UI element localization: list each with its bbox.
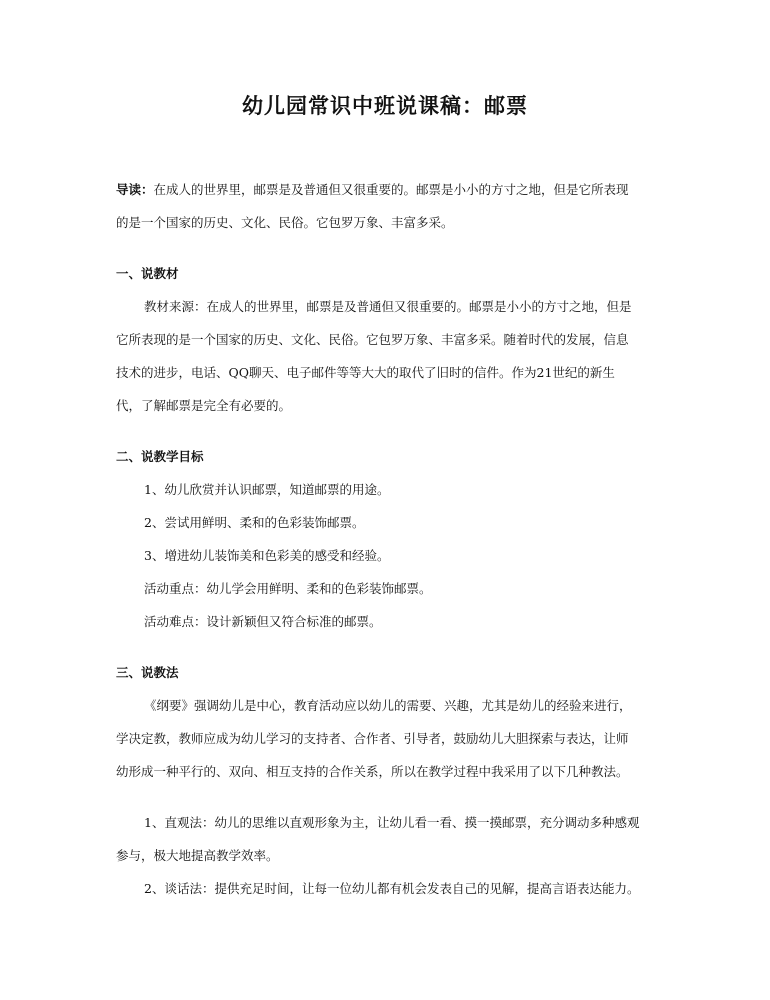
objective-item: 1、幼儿欣赏并认识邮票，知道邮票的用途。: [144, 482, 390, 497]
paragraph-line: 《纲要》强调幼儿是中心，教育活动应以幼儿的需要、兴趣，尤其是幼儿的经验来进行，: [144, 698, 632, 713]
section-heading-objectives: 二、说教学目标: [116, 449, 204, 464]
paragraph-line: 它所表现的是一个国家的历史、文化、民俗。它包罗万象、丰富多采。随着时代的发展，信息: [116, 332, 629, 347]
objective-item: 3、增进幼儿装饰美和色彩美的感受和经验。: [144, 548, 390, 563]
method-item: 2、谈话法：提供充足时间，让每一位幼儿都有机会发表自己的见解，提高言语表达能力。: [144, 881, 640, 896]
intro-label: 导读：: [116, 182, 154, 197]
difficulty-point: 活动难点：设计新颖但又符合标准的邮票。: [144, 614, 382, 629]
method-item: 1、直观法：幼儿的思维以直观形象为主，让幼儿看一看、摸一摸邮票，充分调动多种感观: [144, 815, 640, 830]
section-heading-textbook: 一、说教材: [116, 266, 179, 281]
paragraph-line: 代，了解邮票是完全有必要的。: [116, 398, 292, 413]
intro-line-2: 的是一个国家的历史、文化、民俗。它包罗万象、丰富多采。: [116, 215, 454, 230]
paragraph-line: 学决定教，教师应成为幼儿学习的支持者、合作者、引导者，鼓励幼儿大胆探索与表达，让师: [116, 731, 629, 746]
section-heading-methods: 三、说教法: [116, 665, 179, 680]
intro-line-1: [116, 180, 656, 200]
paragraph-line: 技术的进步，电话、QQ聊天、电子邮件等等大大的取代了旧时的信件。作为21世纪的新生: [116, 365, 615, 380]
objective-item: 2、尝试用鲜明、柔和的色彩装饰邮票。: [144, 515, 365, 530]
intro-text-1: 在成人的世界里，邮票是及普通但又很重要的。邮票是小小的方寸之地，但是它所表现: [153, 182, 629, 197]
document-title: 幼儿园常识中班说课稿：邮票: [242, 93, 528, 118]
method-item-continued: 参与，极大地提高教学效率。: [116, 848, 279, 863]
paragraph-line: 教材来源：在成人的世界里，邮票是及普通但又很重要的。邮票是小小的方寸之地，但是: [144, 299, 632, 314]
key-point: 活动重点：幼儿学会用鲜明、柔和的色彩装饰邮票。: [144, 581, 432, 596]
paragraph-line: 幼形成一种平行的、双向、相互支持的合作关系，所以在教学过程中我采用了以下几种教法。: [116, 764, 629, 779]
